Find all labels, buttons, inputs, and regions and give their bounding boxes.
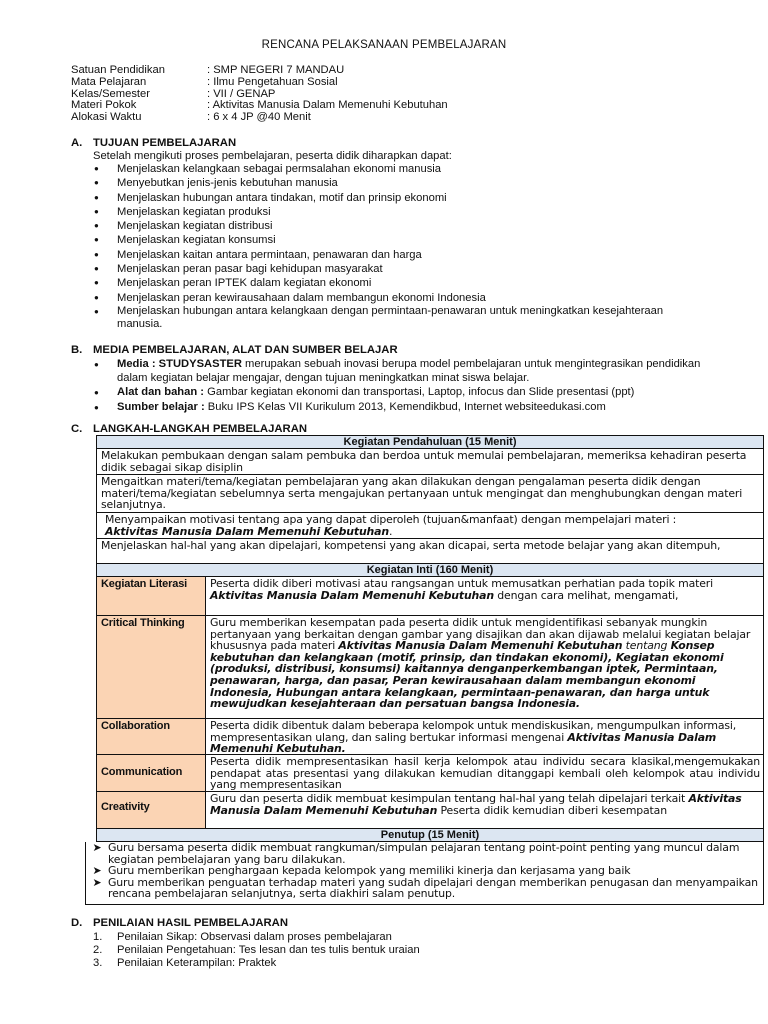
media-list	[93, 358, 723, 415]
list-item	[93, 386, 723, 400]
section-c-number: C.	[71, 423, 83, 435]
section-a-heading	[71, 137, 236, 149]
meta-value: : Ilmu Pengetahuan Sosial	[207, 75, 338, 88]
item-number: 2.	[93, 943, 103, 956]
critical-a: Guru memberikan kesempatan pada peserta didik untuk mengidentifikasi sebanyak mungkin pertanyaan yang berkaitan dengan gambar yang disajikan dan akan dijawab melalui kegiatan belajar khususnya pada materi	[210, 616, 751, 653]
sumber-label: Sumber belajar :	[117, 400, 205, 413]
literasi-c: dengan cara melihat, mengamati,	[493, 588, 679, 602]
section-b-heading	[71, 344, 398, 356]
creat-c: Peserta didik kemudian diberi kesempatan	[437, 803, 667, 817]
section-d-title: PENILAIAN HASIL PEMBELAJARAN	[93, 917, 288, 929]
section-c-title: LANGKAH-LANGKAH PEMBELAJARAN	[93, 423, 308, 435]
critical-text	[206, 616, 763, 718]
table-row	[96, 577, 764, 616]
communication-label: Communication	[97, 755, 206, 791]
section-d-heading	[71, 917, 288, 929]
literasi-b: Aktivitas Manusia Dalam Memenuhi Kebutuhan	[210, 588, 494, 602]
meta-row	[71, 112, 448, 124]
doc-meta	[71, 65, 448, 124]
alat-text: Gambar kegiatan ekonomi dan transportasi, Laptop, infocus dan Slide presentasi (ppt)	[204, 386, 635, 399]
communication-text: Peserta didik mempresentasikan hasil kerja kelompok atau individu secara klasikal,mengemukakan pendapat atas presentasi yang dilakukan kemudian ditanggapi kembali oleh kelompok atau individu yang mempresentasikan	[210, 755, 760, 791]
meta-row	[71, 77, 448, 89]
assessment-list	[93, 931, 420, 969]
doc-title: RENCANA PELAKSANAAN PEMBELAJARAN	[261, 39, 507, 51]
table-row: Melakukan pembukaan dengan salam pembuka dan berdoa untuk memulai pembelajaran, memeriksa kehadiran peserta didik sebagai sikap disiplin	[96, 449, 764, 475]
meta-key: Kelas/Semester	[71, 87, 150, 100]
list-item	[86, 842, 760, 865]
literasi-a: Peserta didik diberi motivasi atau rangsangan untuk memusatkan perhatian pada topik materi	[210, 577, 713, 590]
penutup-text: Guru memberikan penguatan terhadap materi yang sudah dipelajari dengan memberikan penugasan dan menyampaikan rencana pembelajaran selanjutnya, serta diakhiri salam penutup.	[108, 875, 758, 901]
meta-value: : SMP NEGERI 7 MANDAU	[207, 64, 345, 76]
table-row	[96, 616, 764, 719]
item-text: Penilaian Keterampilan: Praktek	[117, 956, 277, 969]
list-item: ● Menyebutkan jenis-jenis kebutuhan manusia	[93, 176, 693, 190]
list-item	[86, 877, 760, 900]
meta-key: Mata Pelajaran	[71, 75, 147, 88]
penutup-header: Penutup (15 Menit)	[96, 829, 764, 842]
alat-label: Alat dan bahan :	[117, 386, 205, 399]
media-text: merupakan sebuah inovasi berupa model pembelajaran untuk mengintegrasikan pendidikan dalam kegiatan belajar mengajar, dengan tujuan meningkatkan minat siswa belajar.	[117, 358, 701, 384]
motivasi-topic: Aktivitas Manusia Dalam Memenuhi Kebutuhan	[105, 524, 389, 538]
motivasi-text: Menyampaikan motivasi tentang apa yang dapat diperoleh (tujuan&manfaat) dengan mempelajari materi :	[105, 513, 677, 526]
list-item: ● Menjelaskan peran kewirausahaan dalam membangun ekonomi Indonesia	[93, 291, 693, 305]
critical-d: Konsep kebutuhan dan kelangkaan (motif, prinsip, dan tindakan ekonomi), Kegiatan ekonomi (produksi, distribusi, konsumsi) kaitannya denganperkembangan iptek, Permintaan, penawaran, harga, dan pasar, Peran kewirausahaan dalam membangun ekonomi Indonesia, Hubungan antara kelangkaan, permintaan-penawaran, dan harga untuk mewujudkan kesejahteraan dan persatuan bangsa Indonesia.	[210, 639, 724, 711]
section-c-heading	[71, 423, 307, 435]
critical-label: Critical Thinking	[97, 616, 206, 718]
table-row	[96, 513, 764, 539]
media-label: Media : STUDYSASTER	[117, 358, 242, 370]
list-item: ● Menjelaskan peran IPTEK dalam kegiatan ekonomi	[93, 276, 693, 290]
section-a-number: A.	[71, 137, 83, 149]
list-item: ● Menjelaskan kaitan antara permintaan, penawaran dan harga	[93, 248, 693, 262]
list-item	[93, 358, 723, 385]
meta-value: : Aktivitas Manusia Dalam Memenuhi Kebutuhan	[207, 99, 448, 112]
list-item	[93, 944, 420, 957]
section-d-number: D.	[71, 917, 83, 929]
inti-header: Kegiatan Inti (160 Menit)	[96, 564, 764, 577]
critical-b: Aktivitas Manusia Dalam Memenuhi Kebutuhan	[338, 639, 623, 653]
penutup-list	[85, 842, 764, 905]
section-a-intro: Setelah mengikuti proses pembelajaran, peserta didik diharapkan dapat:	[93, 150, 452, 162]
objectives-list	[93, 162, 693, 331]
motivasi-end: .	[388, 524, 393, 538]
sumber-text: Buku IPS Kelas VII Kurikulum 2013, Kemendikbud, Internet websiteedukasi.com	[204, 400, 606, 413]
collab-b: Aktivitas Manusia Dalam Memenuhi Kebutuhan.	[210, 730, 717, 754]
list-item: ● Menjelaskan kegiatan konsumsi	[93, 233, 693, 247]
section-a-title: TUJUAN PEMBELAJARAN	[93, 137, 237, 149]
pendahuluan-header: Kegiatan Pendahuluan (15 Menit)	[96, 435, 764, 449]
creativity-label: Creativity	[97, 792, 206, 828]
list-item	[93, 957, 420, 970]
list-item: ● Menjelaskan peran pasar bagi kehidupan masyarakat	[93, 262, 693, 276]
arrow-bullet-icon: ➤	[92, 875, 102, 889]
meta-key: Satuan Pendidikan	[71, 64, 165, 76]
table-row	[96, 719, 764, 755]
meta-key: Alokasi Waktu	[71, 111, 142, 124]
list-item: ● Menjelaskan kegiatan distribusi	[93, 219, 693, 233]
collaboration-text	[206, 719, 763, 754]
creat-b: Aktivitas Manusia Dalam Memenuhi Kebutuhan	[210, 792, 742, 817]
creativity-text	[206, 792, 763, 828]
list-item: ● Menjelaskan kelangkaan sebagai permsalahan ekonomi manusia	[93, 162, 693, 176]
section-b-title: MEDIA PEMBELAJARAN, ALAT DAN SUMBER BELAJAR	[93, 344, 398, 356]
list-item	[93, 931, 420, 944]
list-item: ● Menjelaskan hubungan antara tindakan, motif dan prinsip ekonomi	[93, 191, 693, 205]
table-row	[96, 792, 764, 829]
item-number: 1.	[93, 931, 103, 943]
critical-c: tentang	[622, 639, 671, 653]
item-text: Penilaian Sikap: Observasi dalam proses pembelajaran	[117, 931, 392, 943]
table-row	[96, 755, 764, 792]
arrow-bullet-icon: ➤	[92, 864, 102, 878]
meta-value: : 6 x 4 JP @40 Menit	[207, 111, 311, 124]
literasi-label: Kegiatan Literasi	[97, 577, 206, 615]
meta-key: Materi Pokok	[71, 99, 137, 112]
steps-table	[92, 435, 764, 905]
collab-a: Peserta didik dibentuk dalam beberapa kelompok untuk mendiskusikan, mengumpulkan informasi, mempresentasikan ulang, dan saling bertukar informasi mengenai	[210, 719, 737, 744]
penutup-text: Guru memberikan penghargaan kepada kelompok yang memiliki kinerja dan kerjasama yang baik	[108, 864, 631, 878]
list-item: ● Menjelaskan hubungan antara kelangkaan dengan permintaan-penawaran untuk meningkatkan kesejahteraan manusia.	[93, 305, 693, 331]
meta-value: : VII / GENAP	[207, 87, 276, 100]
item-text: Penilaian Pengetahuan: Tes lesan dan tes tulis bentuk uraian	[117, 943, 420, 956]
section-b-number: B.	[71, 344, 83, 356]
list-item: ● Menjelaskan kegiatan produksi	[93, 205, 693, 219]
arrow-bullet-icon: ➤	[92, 841, 102, 854]
item-number: 3.	[93, 956, 103, 969]
collaboration-label: Collaboration	[97, 719, 206, 754]
creat-a: Guru dan peserta didik membuat kesimpulan tentang hal-hal yang telah dipelajari terkait	[210, 792, 689, 805]
penutup-text: Guru bersama peserta didik membuat rangkuman/simpulan pelajaran tentang point-point penting yang muncul dalam kegiatan pembelajaran yang baru dilakukan.	[108, 841, 740, 866]
table-row: Menjelaskan hal-hal yang akan dipelajari, kompetensi yang akan dicapai, serta metode belajar yang akan ditempuh,	[96, 539, 764, 564]
list-item	[93, 401, 723, 415]
table-row: Mengaitkan materi/tema/kegiatan pembelajaran yang akan dilakukan dengan pengalaman peserta didik dengan materi/tema/kegiatan sebelumnya serta mengajukan pertanyaan untuk mengingat dan menghubungkan dengan materi selanjutnya.	[96, 475, 764, 513]
literasi-text	[206, 577, 763, 615]
